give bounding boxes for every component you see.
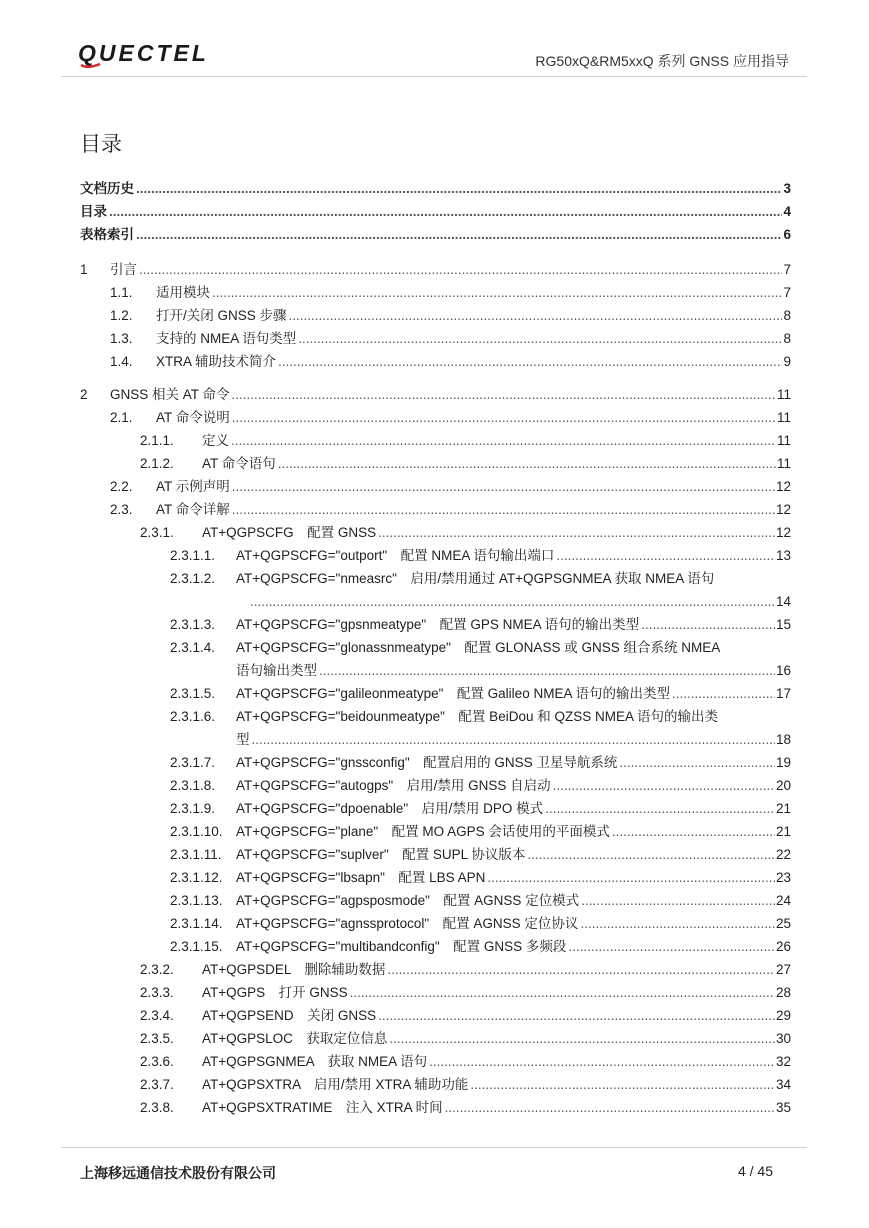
toc-entry-title: 语句输出类型 xyxy=(236,663,317,678)
toc-entry[interactable] xyxy=(110,501,791,519)
toc-entry-number: 2.3.1.1. xyxy=(170,548,216,563)
toc-entry-page: 11 xyxy=(776,433,791,448)
toc-leader-dots xyxy=(387,961,775,979)
toc-entry-title: AT 示例声明 xyxy=(156,479,230,494)
toc-entry[interactable] xyxy=(140,1007,791,1025)
toc-entry[interactable] xyxy=(110,330,791,348)
toc-entry-number: 2.3.1.11. xyxy=(170,847,222,862)
toc-entry-title: 打开/关闭 GNSS 步骤 xyxy=(156,308,287,323)
toc-entry-title: AT+QGPSCFG="galileonmeatype" 配置 Galileo NMEA 语句的输出类型 xyxy=(236,686,670,701)
toc-entry-title: AT+QGPSCFG="dpoenable" 启用/禁用 DPO 模式 xyxy=(236,801,544,816)
toc-entry-page: 29 xyxy=(775,1008,791,1023)
toc-entry-page: 11 xyxy=(776,387,791,402)
toc-entry-number: 2.3.1.8. xyxy=(170,778,216,793)
toc-entry-title: AT+QGPS 打开 GNSS xyxy=(202,985,348,1000)
toc-entry-number: 2.3.1.13. xyxy=(170,893,223,908)
toc-entry-page: 19 xyxy=(775,755,791,770)
toc-entry-title: AT+QGPSCFG="glonassnmeatype" 配置 GLONASS 或 GNSS 组合系统 NMEA xyxy=(236,640,721,655)
toc-entry-number: 1.4. xyxy=(110,354,133,369)
toc-entry-number: 2.3.1.7. xyxy=(170,755,216,770)
toc-entry[interactable] xyxy=(110,409,791,427)
toc-entry[interactable] xyxy=(236,662,791,680)
toc-leader-dots xyxy=(619,754,775,772)
toc-leader-dots xyxy=(136,226,782,244)
toc-entry-title: AT+QGPSCFG="gnssconfig" 配置启用的 GNSS 卫星导航系统 xyxy=(236,755,618,770)
toc-entry-page: 9 xyxy=(783,354,791,369)
toc-entry-page: 23 xyxy=(775,870,791,885)
toc-entry-page: 15 xyxy=(775,617,791,632)
toc-entry-number: 2.3.6. xyxy=(140,1054,174,1069)
toc-entry-title: AT+QGPSCFG="agpsposmode" 配置 AGNSS 定位模式 xyxy=(236,893,580,908)
toc-entry-title: AT 命令语句 xyxy=(202,456,276,471)
toc-entry-title: 文档历史 xyxy=(80,181,134,196)
toc-entry-page: 35 xyxy=(775,1100,791,1115)
toc-entry[interactable] xyxy=(170,846,791,864)
toc-entry-page: 16 xyxy=(775,663,791,678)
toc-entry[interactable] xyxy=(170,823,791,841)
toc-leader-dots xyxy=(232,478,775,496)
toc-entry-title: 定义 xyxy=(202,433,229,448)
toc-entry-page: 24 xyxy=(775,893,791,908)
toc-entry[interactable] xyxy=(170,892,791,910)
toc-entry-number: 2.3.1.5. xyxy=(170,686,216,701)
toc-entry[interactable] xyxy=(170,915,791,933)
toc-entry-title: 引言 xyxy=(110,262,137,277)
toc-entry[interactable] xyxy=(170,570,791,588)
toc-leader-dots xyxy=(612,823,775,841)
toc-leader-dots xyxy=(139,261,782,279)
toc-entry[interactable] xyxy=(140,1099,791,1117)
toc-entry[interactable] xyxy=(170,547,791,565)
document-header-title: RG50xQ&RM5xxQ 系列 GNSS 应用指导 xyxy=(535,53,789,69)
toc-entry-title: AT+QGPSCFG="lbsapn" 配置 LBS APN xyxy=(236,870,486,885)
toc-entry-page: 28 xyxy=(775,985,791,1000)
toc-entry[interactable] xyxy=(140,1076,791,1094)
toc-entry-number: 2.1. xyxy=(110,410,133,425)
toc-leader-dots xyxy=(445,1099,775,1117)
toc-leader-dots xyxy=(527,846,775,864)
toc-entry-title: AT+QGPSXTRATIME 注入 XTRA 时间 xyxy=(202,1100,443,1115)
toc-entry-number: 1.3. xyxy=(110,331,133,346)
toc-entry-number: 2.2. xyxy=(110,479,133,494)
toc-entry-title: AT+QGPSCFG="plane" 配置 MO AGPS 会话使用的平面模式 xyxy=(236,824,610,839)
toc-entry-page: 4 xyxy=(783,204,791,219)
toc-entry-page: 14 xyxy=(775,594,791,609)
toc-leader-dots xyxy=(278,455,776,473)
toc-leader-dots xyxy=(109,203,782,221)
logo-text: QUECTEL xyxy=(78,40,209,66)
toc-entry-title: AT+QGPSCFG="multibandconfig" 配置 GNSS 多频段 xyxy=(236,939,567,954)
toc-entry-page: 3 xyxy=(783,181,791,196)
toc-leader-dots xyxy=(581,892,775,910)
toc-entry[interactable] xyxy=(80,203,791,221)
toc-entry-page: 26 xyxy=(775,939,791,954)
toc-entry-page: 12 xyxy=(775,479,791,494)
toc-entry-title: AT+QGPSGNMEA 获取 NMEA 语句 xyxy=(202,1054,428,1069)
toc-entry-number: 2.3.1.6. xyxy=(170,709,216,724)
toc-entry-page: 8 xyxy=(783,308,791,323)
page-title: 目录 xyxy=(80,133,122,156)
toc-entry-page: 22 xyxy=(775,847,791,862)
toc-entry[interactable] xyxy=(80,226,791,244)
toc-entry[interactable] xyxy=(248,593,791,611)
toc-entry-title: GNSS 相关 AT 命令 xyxy=(110,387,230,402)
toc-entry[interactable] xyxy=(140,432,791,450)
toc-entry-number: 2.3.4. xyxy=(140,1008,174,1023)
toc-leader-dots xyxy=(212,284,782,302)
toc-entry-number: 2 xyxy=(80,387,88,402)
toc-leader-dots xyxy=(429,1053,775,1071)
toc-entry-number: 2.3.5. xyxy=(140,1031,174,1046)
footer-page-indicator: 4 / 45 xyxy=(737,1163,773,1179)
toc-leader-dots xyxy=(232,409,776,427)
toc-entry-title: 适用模块 xyxy=(156,285,210,300)
toc-entry-page: 21 xyxy=(775,801,791,816)
toc-entry[interactable] xyxy=(170,685,791,703)
toc-entry-title: 型 xyxy=(236,732,250,747)
toc-entry[interactable] xyxy=(170,938,791,956)
toc-entry[interactable] xyxy=(170,708,791,726)
toc-leader-dots xyxy=(319,662,775,680)
toc-entry[interactable] xyxy=(80,180,791,198)
toc-entry[interactable] xyxy=(170,800,791,818)
toc-entry-number: 2.3. xyxy=(110,502,133,517)
toc-entry-page: 27 xyxy=(775,962,791,977)
toc-entry[interactable] xyxy=(170,639,791,657)
toc-entry-page: 6 xyxy=(783,227,791,242)
toc-leader-dots xyxy=(350,984,775,1002)
toc-entry-title: AT+QGPSCFG="agnssprotocol" 配置 AGNSS 定位协议 xyxy=(236,916,579,931)
toc-leader-dots xyxy=(289,307,783,325)
toc-entry-title: AT+QGPSEND 关闭 GNSS xyxy=(202,1008,377,1023)
toc-leader-dots xyxy=(553,777,775,795)
toc-entry[interactable] xyxy=(110,284,791,302)
toc-entry[interactable] xyxy=(140,961,791,979)
toc-entry-page: 18 xyxy=(775,732,791,747)
toc-leader-dots xyxy=(252,731,775,749)
toc-entry-number: 1.1. xyxy=(110,285,133,300)
toc-entry-page: 25 xyxy=(775,916,791,931)
toc-leader-dots xyxy=(580,915,775,933)
toc-entry-page: 34 xyxy=(775,1077,791,1092)
toc-entry[interactable] xyxy=(110,478,791,496)
toc-entry-title: XTRA 辅助技术简介 xyxy=(156,354,277,369)
toc-leader-dots xyxy=(487,869,775,887)
toc-leader-dots xyxy=(672,685,775,703)
toc-entry-page: 13 xyxy=(775,548,791,563)
toc-entry-page: 7 xyxy=(783,285,791,300)
toc-entry-page: 8 xyxy=(783,331,791,346)
toc-entry-title: AT+QGPSLOC 获取定位信息 xyxy=(202,1031,388,1046)
toc-entry[interactable] xyxy=(80,386,791,404)
toc-entry[interactable] xyxy=(140,455,791,473)
toc-entry-number: 2.3.1.9. xyxy=(170,801,216,816)
toc-entry[interactable] xyxy=(140,1053,791,1071)
toc-entry-title: 支持的 NMEA 语句类型 xyxy=(156,331,297,346)
toc-leader-dots xyxy=(545,800,775,818)
toc-entry-number: 2.3.1. xyxy=(140,525,174,540)
footer-divider xyxy=(62,1147,807,1148)
toc-leader-dots xyxy=(250,593,775,611)
toc-entry-page: 21 xyxy=(775,824,791,839)
toc-entry-title: AT+QGPSDEL 删除辅助数据 xyxy=(202,962,386,977)
toc-entry-title: AT+QGPSCFG="autogps" 启用/禁用 GNSS 自启动 xyxy=(236,778,551,793)
toc-leader-dots xyxy=(568,938,775,956)
toc-entry-title: AT+QGPSCFG="outport" 配置 NMEA 语句输出端口 xyxy=(236,548,555,563)
toc-entry-title: AT+QGPSCFG 配置 GNSS xyxy=(202,525,377,540)
toc-entry-number: 1 xyxy=(80,262,88,277)
toc-entry-page: 12 xyxy=(775,525,791,540)
toc-leader-dots xyxy=(136,180,782,198)
toc-entry[interactable] xyxy=(170,869,791,887)
toc-entry-title: AT+QGPSCFG="suplver" 配置 SUPL 协议版本 xyxy=(236,847,526,862)
toc-entry-page: 11 xyxy=(776,410,791,425)
toc-leader-dots xyxy=(378,524,775,542)
toc-entry-page: 7 xyxy=(783,262,791,277)
toc-leader-dots xyxy=(232,501,775,519)
toc-entry[interactable] xyxy=(170,777,791,795)
toc-entry[interactable] xyxy=(110,307,791,325)
toc-entry[interactable] xyxy=(80,261,791,279)
toc-entry-number: 2.3.1.15. xyxy=(170,939,223,954)
toc-entry-number: 2.3.2. xyxy=(140,962,174,977)
toc-leader-dots xyxy=(378,1007,775,1025)
toc-entry-page: 20 xyxy=(775,778,791,793)
toc-entry-number: 2.3.1.3. xyxy=(170,617,216,632)
toc-leader-dots xyxy=(389,1030,775,1048)
toc-leader-dots xyxy=(232,386,776,404)
toc-entry-title: 表格索引 xyxy=(80,227,134,242)
toc-entry[interactable] xyxy=(110,353,791,371)
footer-company: 上海移远通信技术股份有限公司 xyxy=(80,1165,276,1181)
toc-entry-number: 2.1.1. xyxy=(140,433,174,448)
toc-leader-dots xyxy=(298,330,782,348)
toc-entry-page: 17 xyxy=(775,686,791,701)
toc-entry-number: 2.3.3. xyxy=(140,985,174,1000)
toc-entry[interactable] xyxy=(170,754,791,772)
toc-entry-title: AT+QGPSXTRA 启用/禁用 XTRA 辅助功能 xyxy=(202,1077,469,1092)
toc-entry-number: 2.3.1.2. xyxy=(170,571,216,586)
toc-entry-title: AT+QGPSCFG="beidounmeatype" 配置 BeiDou 和 QZSS NMEA 语句的输出类 xyxy=(236,709,718,724)
toc-leader-dots xyxy=(278,353,782,371)
toc-entry-number: 1.2. xyxy=(110,308,133,323)
toc-entry-title: AT 命令说明 xyxy=(156,410,230,425)
toc-entry-page: 30 xyxy=(775,1031,791,1046)
toc-entry[interactable] xyxy=(140,1030,791,1048)
toc-entry-number: 2.1.2. xyxy=(140,456,174,471)
toc-entry-page: 32 xyxy=(775,1054,791,1069)
toc-entry-title: AT+QGPSCFG="nmeasrc" 启用/禁用通过 AT+QGPSGNMEA 获取 NMEA 语句 xyxy=(236,571,715,586)
toc-entry-title: AT 命令详解 xyxy=(156,502,230,517)
toc-entry-page: 11 xyxy=(776,456,791,471)
toc-entry-page: 12 xyxy=(775,502,791,517)
toc-entry-number: 2.3.1.14. xyxy=(170,916,223,931)
toc-entry[interactable] xyxy=(140,984,791,1002)
toc-leader-dots xyxy=(556,547,775,565)
toc-entry-number: 2.3.1.10. xyxy=(170,824,223,839)
toc-entry-title: AT+QGPSCFG="gpsnmeatype" 配置 GPS NMEA 语句的输出类型 xyxy=(236,617,640,632)
toc-entry-number: 2.3.1.12. xyxy=(170,870,223,885)
toc-entry-number: 2.3.8. xyxy=(140,1100,174,1115)
toc-leader-dots xyxy=(231,432,776,450)
toc-leader-dots xyxy=(470,1076,775,1094)
toc-entry-number: 2.3.1.4. xyxy=(170,640,216,655)
toc-entry[interactable] xyxy=(140,524,791,542)
toc-entry[interactable] xyxy=(236,731,791,749)
toc-entry-title: 目录 xyxy=(80,204,107,219)
toc-leader-dots xyxy=(641,616,775,634)
toc-entry-number: 2.3.7. xyxy=(140,1077,174,1092)
toc-entry[interactable] xyxy=(170,616,791,634)
